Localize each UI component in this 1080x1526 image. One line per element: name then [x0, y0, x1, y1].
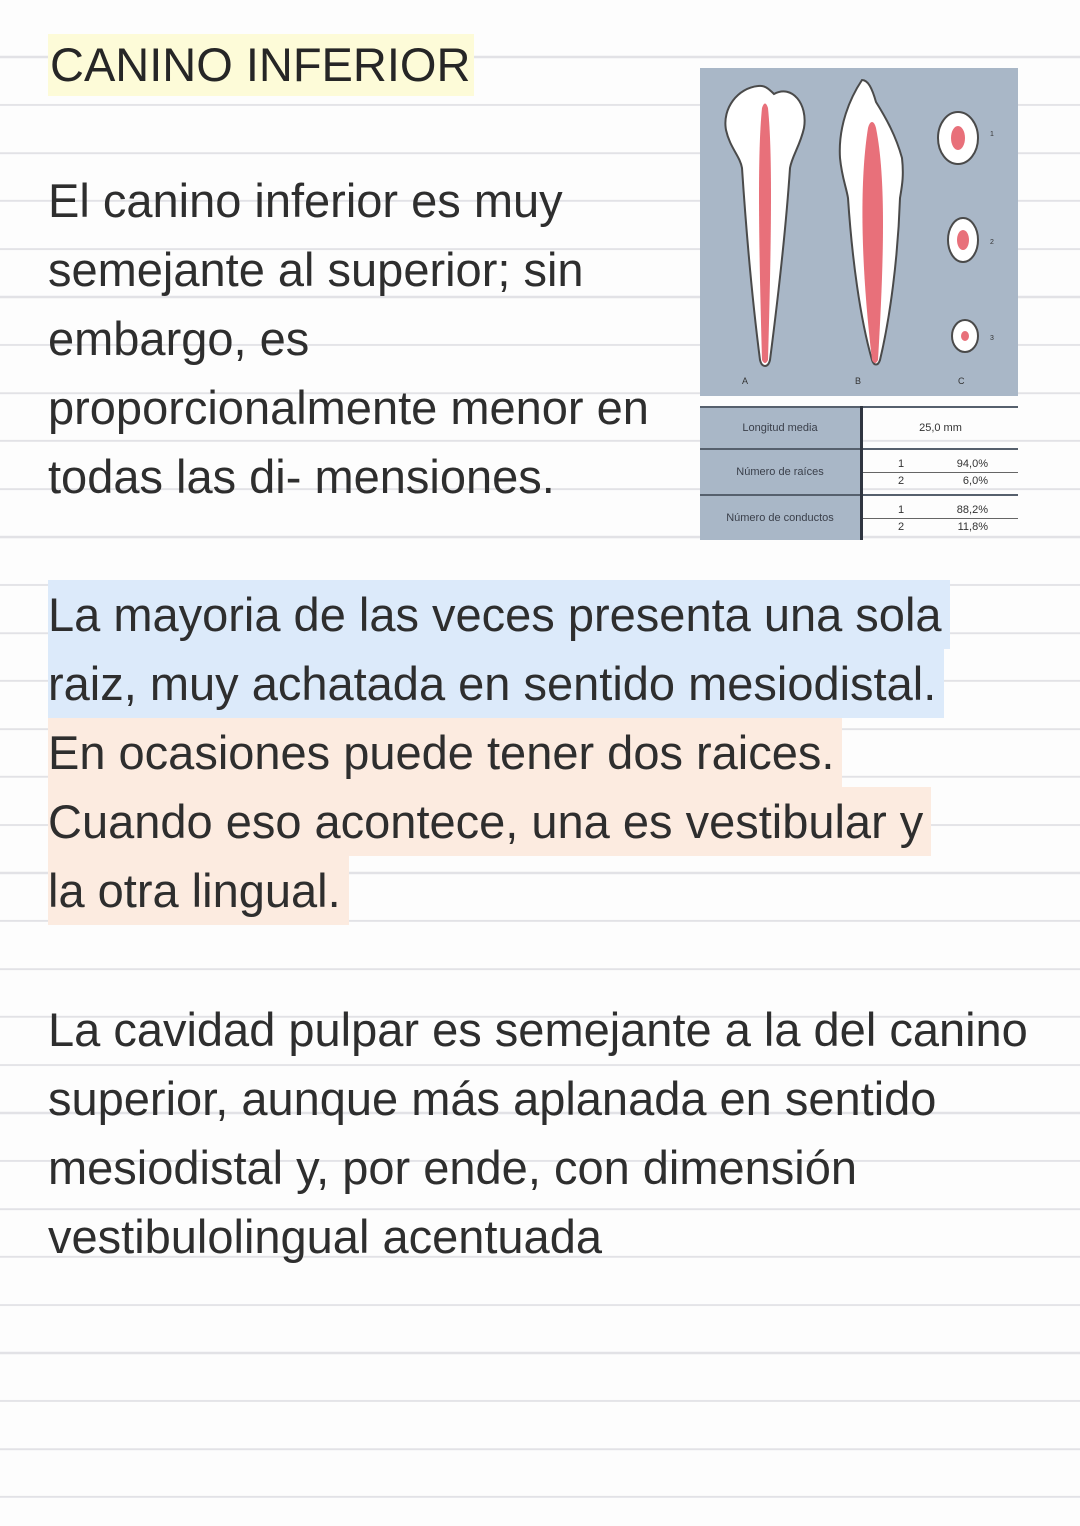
pulp-paragraph: La cavidad pulpar es semejante a la del canino superior, aunque más aplanada en sentido mesiodistal y, por ende, con dimensión vestibulolingual acentuada [48, 1003, 1028, 1263]
canals-n-1: 1 [898, 503, 905, 516]
section-label-1: 1 [990, 131, 994, 138]
canals-pct-1: 88,2% [956, 503, 988, 516]
peach-highlight-line: la otra lingual. [48, 856, 349, 925]
roots-paragraph [48, 580, 950, 925]
view-label-c: C [958, 376, 965, 386]
canals-values [862, 495, 1019, 540]
peach-highlight-line: En ocasiones puede tener dos raices. [48, 718, 842, 787]
length-label: Longitud media [700, 407, 862, 449]
intro-paragraph: El canino inferior es muy semejante al superior; sin embargo, es proporcionalmente menor en todas las di- mensiones. [48, 174, 649, 503]
blue-highlight-line: raiz, muy achatada en sentido mesiodistal. [48, 649, 944, 718]
blue-highlight-line: La mayoria de las veces presenta una sola [48, 580, 950, 649]
canals-n-2: 2 [898, 520, 905, 533]
roots-n-2: 2 [898, 474, 905, 487]
section-label-2: 2 [990, 239, 994, 246]
tooth-illustration [700, 68, 1018, 396]
page-title: CANINO INFERIOR [48, 34, 474, 96]
canals-label: Número de conductos [700, 495, 862, 540]
view-label-b: B [855, 376, 862, 386]
roots-values [862, 449, 1019, 495]
tooth-data-table [700, 406, 1018, 540]
section-label-3: 3 [990, 335, 994, 342]
peach-highlight-line: Cuando eso acontece, una es vestibular y [48, 787, 931, 856]
canine-figure [700, 68, 1018, 540]
roots-pct-2: 6,0% [962, 474, 988, 487]
view-label-a: A [742, 376, 749, 386]
roots-n-1: 1 [898, 457, 905, 470]
roots-label: Número de raíces [700, 449, 862, 495]
length-value: 25,0 mm [862, 407, 1019, 449]
canals-pct-2: 11,8% [957, 520, 988, 533]
roots-pct-1: 94,0% [956, 457, 988, 470]
